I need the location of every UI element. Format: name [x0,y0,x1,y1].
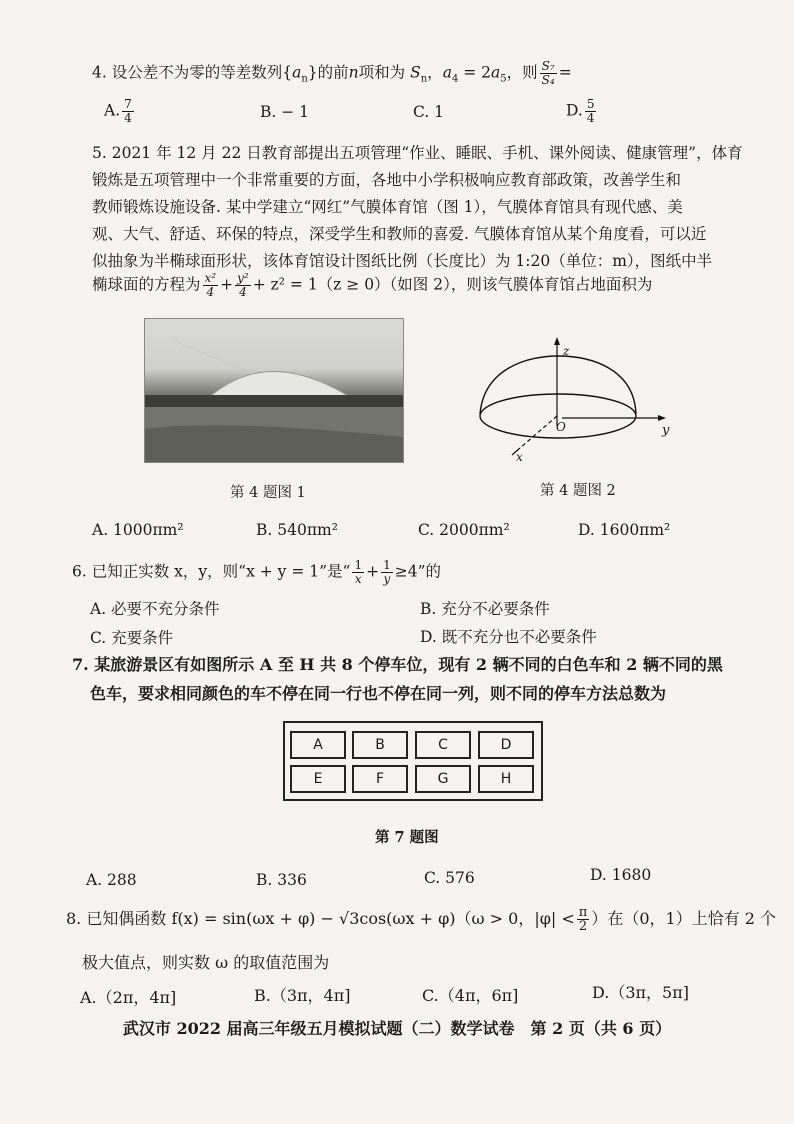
q6-stem-pre: 6. 已知正实数 x，y，则“x + y = 1”是“ [72,562,351,581]
q6-one2: 1 [383,558,391,572]
q4-option-d [566,98,598,125]
q4-option-a-num: 7 [124,97,132,111]
q6-stem: 6. 已知正实数 x，y，则“x + y = 1”是“ $\frac{1}{x}$ + $\frac{1}{y}$ ≥4”的 [72,558,442,586]
q8-line1-pre: 8. 已知偶函数 f(x) = sin(ωx + φ) − √3cos(ωx + φ)（ω > 0，|φ| < [66,909,575,928]
half-ellipsoid-figure [470,334,680,466]
q7-option-a: A. 288 [86,871,137,889]
q6-one1: 1 [354,558,363,572]
q4-ratio-num: S₇ [541,59,555,73]
q4-option-d-label: D. [566,101,583,120]
q5-caption-2: 第 4 题图 2 [540,483,616,499]
q4-stem-text: 4. 设公差不为零的等差数列{ [92,63,293,82]
parking-cell: B [352,731,408,759]
q5-line6-post: + z² = 1（z ≥ 0）（如图 2），则该气膜体育馆占地面积为 [252,275,653,294]
q6-xden: x [354,572,362,586]
q8-line1 [66,906,776,933]
q4-a5: a [491,63,501,82]
q5-line2: 锻炼是五项管理中一个非常重要的方面，各地中小学积极响应教育部政策，改善学生和 [92,171,682,189]
q4-stem-mid: }的前 [307,63,349,82]
q4-option-a-label: A. [104,101,121,120]
q4-sn-sub: n [420,73,428,85]
parking-cell: C [415,731,471,759]
q7-option-c: C. 576 [424,869,475,887]
q5-four1: 4 [206,285,215,299]
q4-n: n [348,63,359,82]
q6-frac-x [352,559,364,586]
page-footer: 武汉市 2022 届高三年级五月模拟试题（二）数学试卷 第 2 页（共 6 页） [122,1019,672,1038]
parking-cell: H [478,765,534,793]
q5-option-a: A. 1000πm² [92,521,184,539]
axis-z-label: z [563,344,570,358]
q4-then: ，则 [506,63,538,82]
q4-eq: = [558,63,572,82]
q5-frac-y [235,272,251,299]
q5-line1: 5. 2021 年 12 月 22 日教育部提出五项管理“作业、睡眠、手机、课外阅读、健康管理”，体育 [92,144,743,162]
q5-line6: 椭球面的方程为 $\frac{\text{x²}}{4}$ + $\frac{\text{y²}}{4}$ + z² = 1（z ≥ 0）（如图 2），则该气膜体育馆占地面积为 [92,271,653,299]
q5-option-c: C. 2000πm² [418,521,510,539]
q4-ratio [540,60,557,87]
stadium-photo-drawing [145,319,403,462]
q8-option-b: B.（3π，4π] [254,986,351,1005]
parking-cell: E [290,765,346,793]
q8-option-c: C.（4π，6π] [422,986,519,1005]
q4-a5-sub: 5 [500,73,507,85]
q5-option-b: B. 540πm² [256,521,338,539]
q4-a4: a [442,63,452,82]
stadium-photo [144,318,404,463]
q8-line2: 极大值点，则实数 ω 的取值范围为 [82,953,330,972]
q4-option-a-den: 4 [124,111,132,125]
q4-stem-end: 项和为 [358,63,406,82]
q6-stem-post: ≥4”的 [394,562,442,581]
q8-frac-pi2 [577,906,590,933]
parking-grid [283,721,543,801]
q4-an: a [292,63,302,82]
q5-line4: 观、大气、舒适、环保的特点，深受学生和教师的喜爱. 气膜体育馆从某个角度看，可以近 [92,225,707,243]
q7-line1: 7. 某旅游景区有如图所示 A 至 H 共 8 个停车位，现有 2 辆不同的白色车和 2 辆不同的黑 [72,655,723,674]
axis-x-label: x [516,450,523,464]
parking-cell: F [352,765,408,793]
q5-line5: 似抽象为半椭球面形状，该体育馆设计图纸比例（长度比）为 1:20（单位：m），图纸中半 [92,252,713,270]
q4-a4-sub: 4 [451,73,459,85]
q4-option-a-frac [122,98,134,125]
q5-line3: 教师锻炼设施设备. 某中学建立“网红”气膜体育馆（图 1），气膜体育馆具有现代感、美 [92,198,683,216]
q8-option-a: A.（2π，4π] [80,988,177,1007]
axis-y-label: y [662,423,670,438]
q6-option-c: C. 充要条件 [90,629,174,647]
q4-option-d-frac [585,98,597,125]
q6-option-b: B. 充分不必要条件 [420,600,550,618]
parking-cell: G [415,765,471,793]
q7-option-d: D. 1680 [590,866,652,884]
q5-line6-pre: 椭球面的方程为 [92,275,201,294]
q7-caption: 第 7 题图 [375,829,439,846]
q6-option-a: A. 必要不充分条件 [90,600,220,618]
q8-two: 2 [578,919,588,934]
q4-sn: S [410,63,421,82]
q5-four2: 4 [239,285,247,299]
q6-frac-y [381,559,393,586]
q4-ratio-den: S₄ [541,73,555,87]
q7-option-b: B. 336 [256,871,307,889]
q4-option-d-den: 4 [586,111,595,125]
parking-cell: D [478,731,534,759]
q4-an-sub: n [301,73,308,85]
q5-frac-x [203,272,219,299]
parking-cell: A [290,731,346,759]
q5-option-d: D. 1600πm² [578,521,671,539]
q4-option-c: C. 1 [413,103,445,121]
q4-option-b: B. − 1 [260,103,310,121]
q8-pi: π [578,905,588,920]
q4-stem: 4. 设公差不为零的等差数列$\{a_n\}$的前n项和为 $S_n$，$a_4 = 2a_5$，则 $\frac{\text{S₇}}{\text{S₄}}$ = [92,59,572,87]
q5-x2: x² [204,271,217,285]
q4-cond-eq: = 2 [463,63,492,82]
q6-yden: y [383,572,391,586]
q8-option-d: D.（3π，5π] [592,983,689,1002]
q5-y2: y² [237,271,249,285]
axis-origin-label: O [556,420,566,434]
q6-option-d: D. 既不充分也不必要条件 [420,628,597,646]
q4-option-a [104,98,136,125]
q4-option-d-num: 5 [586,97,595,111]
q8-line1-post: ）在（0，1）上恰有 2 个 [591,909,777,928]
q5-caption-1: 第 4 题图 1 [230,485,306,501]
q7-line2: 色车，要求相同颜色的车不停在同一行也不停在同一列，则不同的停车方法总数为 [90,684,667,703]
